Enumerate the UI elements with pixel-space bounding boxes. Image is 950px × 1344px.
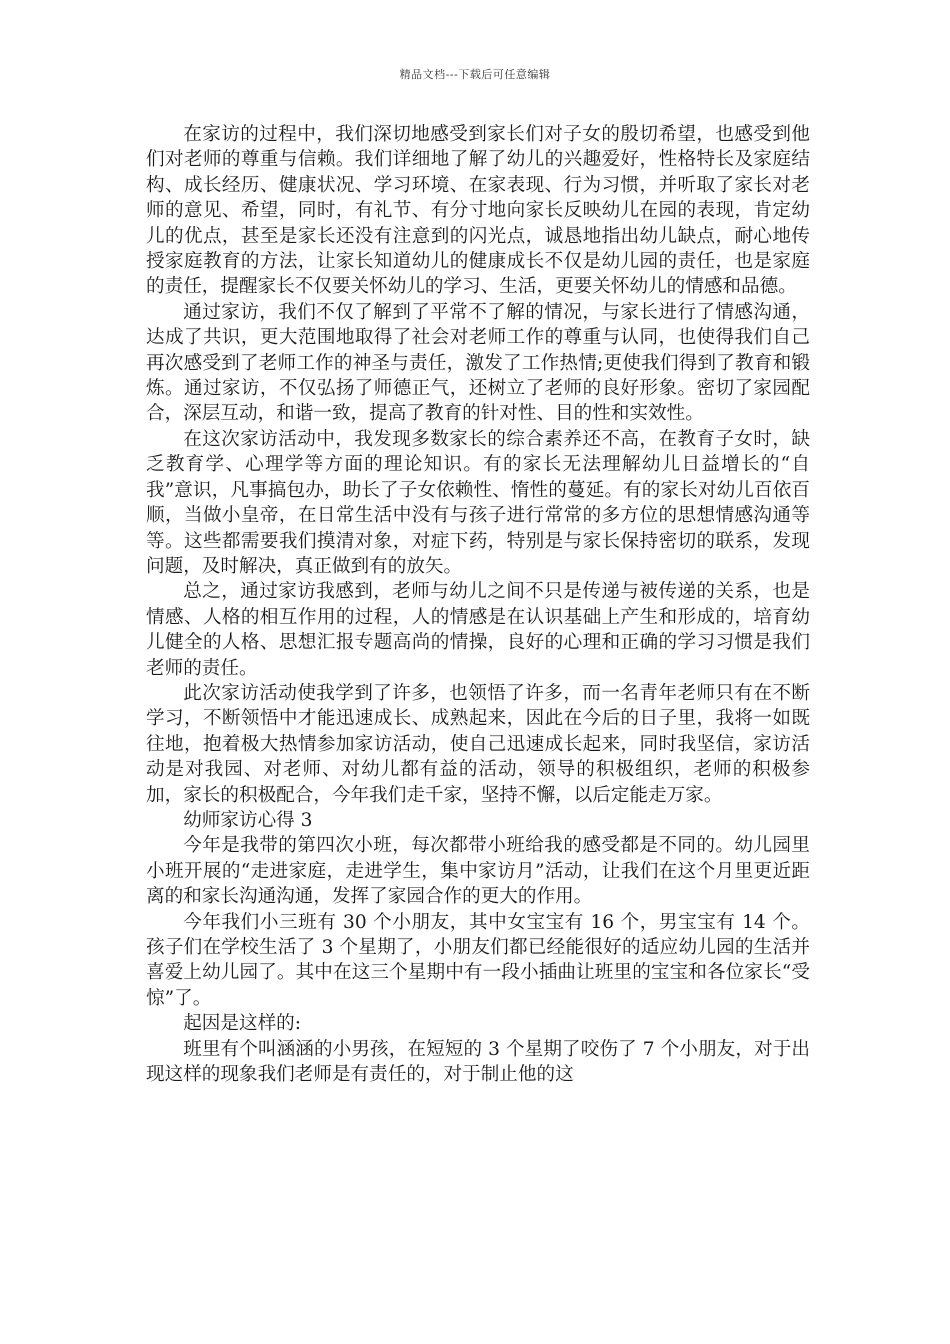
paragraph: 通过家访，我们不仅了解到了平常不了解的情况，与家长进行了情感沟通，达成了共识，更大范围地取得了社会对老师工作的尊重与认同，也使得我们自己再次感受到了老师工作的神圣与责任，激发了工作热情;更使我们得到了教育和锻炼。通过家访，不仅弘扬了师德正气，还树立了老师的良好形象。密切了家园配合，深层互动，和谐一致，提高了教育的针对性、目的性和实效性。: [146, 301, 810, 425]
paragraph: 今年是我带的第四次小班，每次都带小班给我的感受都是不同的。幼儿园里小班开展的“走进家庭，走进学生，集中家访月”活动，让我们在这个月里更近距离的和家长沟通沟通，发挥了家园合作的更大的作用。: [146, 835, 810, 908]
paragraph: 今年我们小三班有 30 个小朋友，其中女宝宝有 16 个，男宝宝有 14 个。孩子们在学校生活了 3 个星期了，小朋友们都已经能很好的适应幼儿园的生活并喜爱上幼儿园了。其中在这三个星期中有一段小插曲让班里的宝宝和各位家长“受惊”了。: [146, 911, 810, 1009]
document-body: [146, 122, 810, 1087]
paragraph: 班里有个叫涵涵的小男孩，在短短的 3 个星期了咬伤了 7 个小朋友，对于出现这样的现象我们老师是有责任的，对于制止他的这: [146, 1038, 810, 1086]
page-header: 精品文档---下载后可任意编辑: [399, 68, 551, 81]
paragraph: 在家访的过程中，我们深切地感受到家长们对子女的殷切希望，也感受到他们对老师的尊重与信赖。我们详细地了解了幼儿的兴趣爱好，性格特长及家庭结构、成长经历、健康状况、学习环境、在家表现、行为习惯，并听取了家长对老师的意见、希望，同时，有礼节、有分寸地向家长反映幼儿在园的表现，肯定幼儿的优点，甚至是家长还没有注意到的闪光点，诚恳地指出幼儿缺点，耐心地传授家庭教育的方法，让家长知道幼儿的健康成长不仅是幼儿园的责任，也是家庭的责任，提醒家长不仅要关怀幼儿的学习、生活，更要关怀幼儿的情感和品德。: [146, 124, 810, 298]
section-heading: 幼师家访心得 3: [183, 809, 313, 831]
paragraph: 总之，通过家访我感到，老师与幼儿之间不只是传递与被传递的关系，也是情感、人格的相互作用的过程，人的情感是在认识基础上产生和形成的，培育幼儿健全的人格、思想汇报专题高尚的情操，良好的心理和正确的学习习惯是我们老师的责任。: [146, 581, 810, 679]
paragraph: 此次家访活动使我学到了许多，也领悟了许多，而一名青年老师只有在不断学习，不断领悟中才能迅速成长、成熟起来，因此在今后的日子里，我将一如既往地，抱着极大热情参加家访活动，使自己迅速成长起来，同时我坚信，家访活动是对我园、对老师、对幼儿都有益的活动，领导的积极组织，老师的积极参加，家长的积极配合，今年我们走千家，坚持不懈，以后定能走万家。: [146, 682, 810, 806]
paragraph: 在这次家访活动中，我发现多数家长的综合素养还不高，在教育子女时，缺乏教育学、心理学等方面的理论知识。有的家长无法理解幼儿日益增长的“自我”意识，凡事搞包办，助长了子女依赖性、惰性的蔓延。有的家长对幼儿百依百顺，当做小皇帝，在日常生活中没有与孩子进行常常的多方位的思想情感沟通等等。这些都需要我们摸清对象，对症下药，特别是与家长保持密切的联系，发现问题，及时解决，真正做到有的放矢。: [146, 428, 810, 577]
paragraph: 起因是这样的:: [183, 1013, 302, 1035]
